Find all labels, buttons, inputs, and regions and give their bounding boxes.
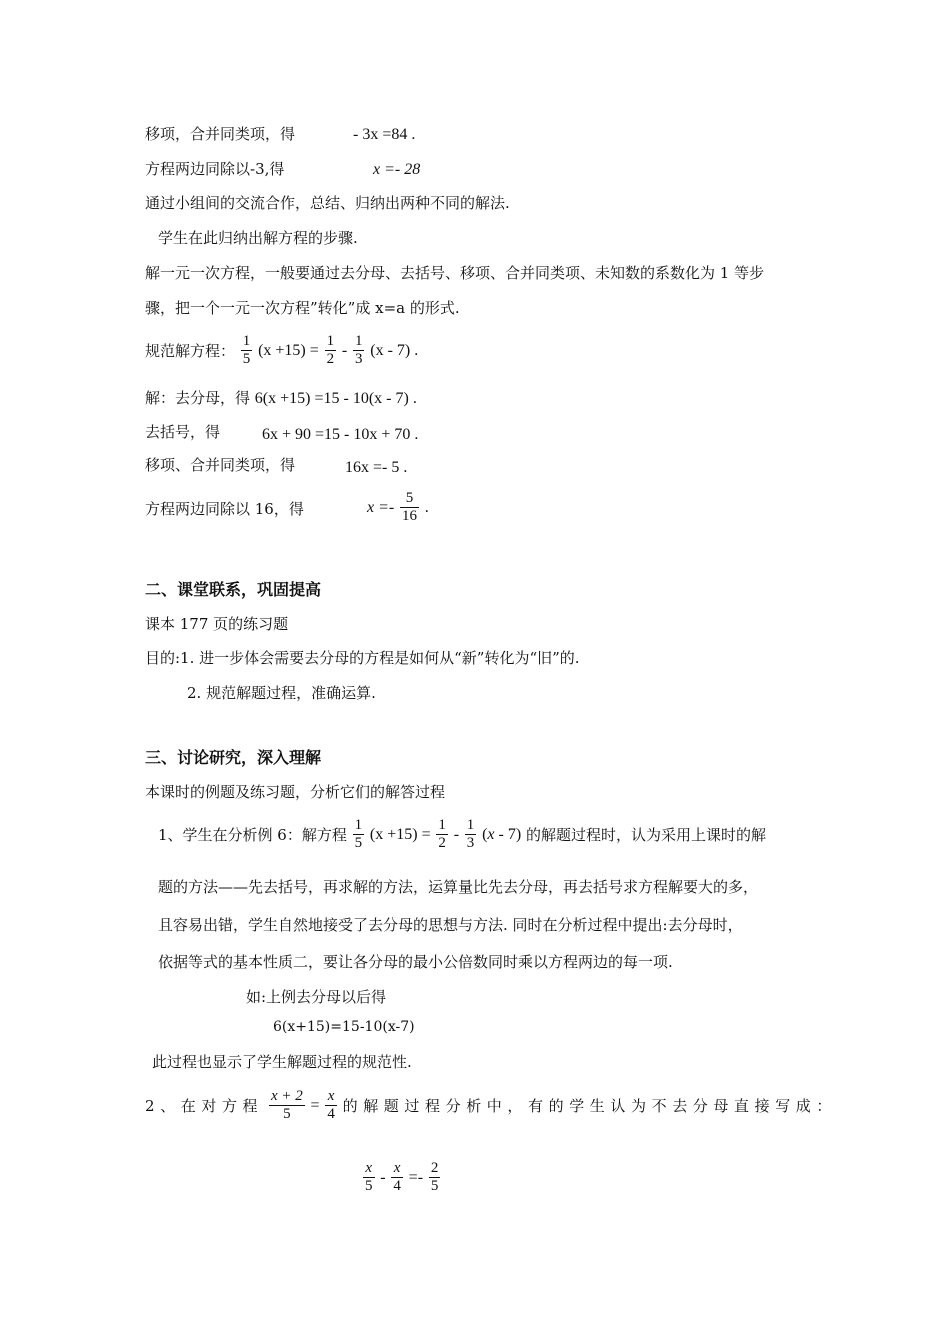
step-line [145, 125, 416, 143]
paragraph-line: 课本 177 页的练习题 [145, 615, 289, 633]
example-label: 规范解方程： [145, 341, 236, 360]
solution-label: 移项、合并同类项，得 [145, 456, 296, 474]
fraction: $\frac{1}{3}$ [354, 333, 363, 368]
fraction: $\frac{1}{3}$ [466, 817, 475, 852]
general-method-line2: 骤，把一个一元一次方程”转化”成 x=a 的形式. [145, 299, 460, 317]
example-equation: 6(x+15)=15-10(x-7) [273, 1019, 415, 1035]
solution-equation: x =- [367, 499, 395, 517]
paragraph-line: 依据等式的基本性质二，要让各分母的最小公倍数同时乘以方程两边的每一项. [158, 953, 673, 971]
paragraph-line: 且容易出错，学生自然地接受了去分母的思想与方法. 同时在分析过程中提出:去分母时， [158, 916, 743, 934]
step-intro-text: 学生在此归纳出解方程的步骤. [158, 229, 358, 247]
fraction: $\frac{1}{2}$ [326, 333, 335, 368]
fraction: $\frac{x}{4}$ [327, 1088, 335, 1123]
fraction: $\frac{2}{5}$ [430, 1160, 439, 1195]
solution-line [145, 456, 408, 476]
section-heading: 二、课堂联系，巩固提高 [145, 580, 322, 599]
step-equation: - 3x =84 . [353, 126, 416, 143]
solution-equation: 6(x +15) =15 - 10(x - 7) . [254, 390, 417, 407]
step-equation: x =- 28 [373, 161, 421, 178]
solution-equation: 16x =- 5 . [345, 459, 408, 476]
general-method-line1: 解一元一次方程，一般要通过去分母、去括号、移项、合并同类项、未知数的系数化为 1 等步 [145, 264, 765, 282]
final-equation: $\frac{x}{5}$ - $\frac{x}{4}$ =- $\frac{2}{5}$ [365, 1160, 439, 1195]
paragraph-line: 如:上例去分母以后得 [246, 988, 387, 1006]
paragraph-line: 本课时的例题及练习题，分析它们的解答过程 [145, 783, 446, 801]
fraction: $\frac{1}{2}$ [438, 817, 446, 852]
paragraph-line: 目的:1. 进一步体会需要去分母的方程是如何从“新”转化为“旧”的. [145, 649, 580, 667]
solution-label: 方程两边同除以 16，得 [145, 500, 304, 518]
fraction: $\frac{x}{4}$ [393, 1160, 401, 1195]
paragraph-line: 2. 规范解题过程，准确运算. [187, 684, 376, 702]
solution-line [145, 423, 419, 443]
section-heading: 三、讨论研究，深入理解 [145, 748, 322, 767]
minus-sign: - [341, 342, 348, 360]
fraction: $\frac{1}{5}$ [242, 333, 251, 368]
solution-line [145, 389, 417, 408]
paragraph-line: 此过程也显示了学生解题过程的规范性. [152, 1053, 412, 1071]
solution-equation: 6x + 90 =15 - 10x + 70 . [262, 426, 419, 443]
step-label: 移项，合并同类项，得 [145, 125, 296, 143]
solution-label: 解：去分母，得 [145, 389, 251, 407]
fraction: $\frac{1}{5}$ [354, 817, 363, 852]
paragraph-line: 题的方法——先去括号，再求解的方法，运算量比先去分母，再去括号求方程解要大的多， [158, 878, 759, 896]
paragraph-line-with-equation: 1、学生在分析例 6：解方程 $\frac{1}{5}$ (x +15) = $\frac{1}{2}$ - $\frac{1}{3}$ (x - 7) 的解题过程时，认为采用上课时的解 [158, 817, 766, 852]
solution-label: 去括号，得 [145, 423, 221, 441]
equation-text: (x - 7) . [370, 342, 419, 360]
equation-text: (x +15) = [258, 342, 319, 360]
fraction: $\frac{5}{16}$ [402, 490, 418, 525]
fraction: $\frac{x + 2}{5}$ [270, 1088, 303, 1123]
fraction: $\frac{x}{5}$ [365, 1160, 373, 1195]
step-label: 方程两边同除以-3,得 [145, 160, 285, 178]
paragraph-line-with-equation: 2、在对方程 $\frac{x + 2}{5}$ = $\frac{x}{4}$ 的解题过程分析中，有的学生认为不去分母直接写成： [145, 1088, 837, 1123]
example-equation-line [145, 333, 418, 369]
step-line [145, 160, 421, 178]
summary-text: 通过小组间的交流合作，总结、归纳出两种不同的解法. [145, 194, 510, 212]
